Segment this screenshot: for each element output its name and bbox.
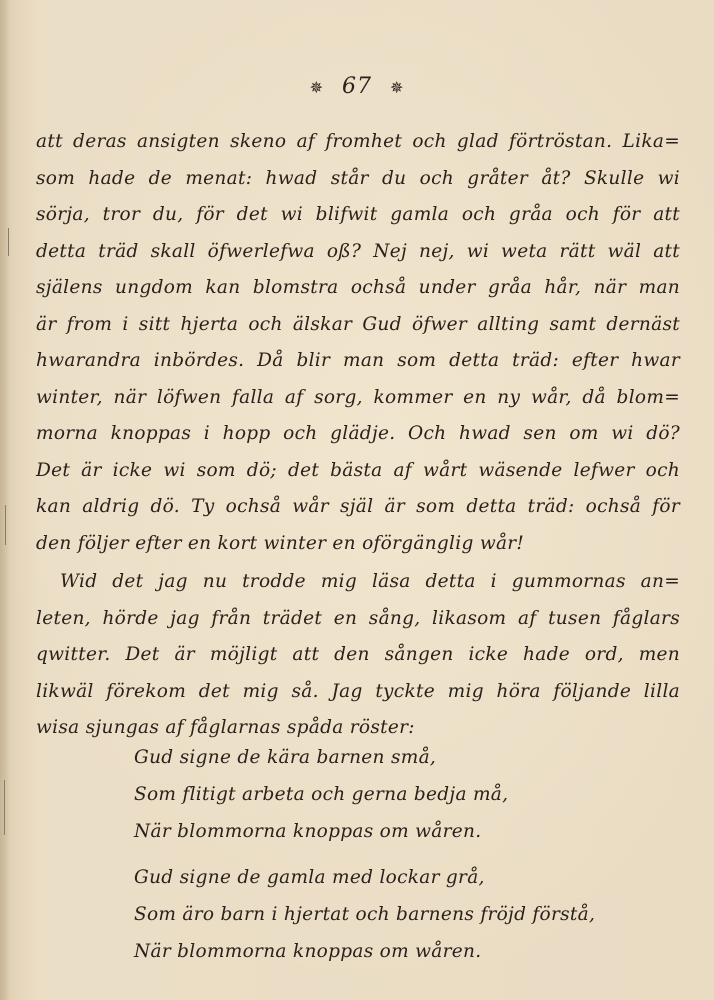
- text-line: winter, när löfwen falla af sorg, kommer en ny wår, då blom=: [36, 386, 680, 408]
- text-line: sörja, tror du, för det wi blifwit gamla och gråa och för att: [36, 204, 680, 225]
- verse-line: Som äro barn i hjertat och barnens fröjd förstå,: [134, 904, 596, 925]
- text-line: likwäl förekom det mig så. Jag tyckte mig höra följande lilla: [36, 680, 680, 702]
- page-header: [0, 74, 714, 99]
- verse-line: När blommorna knoppas om wåren.: [134, 821, 482, 842]
- text-line: är from i sitt hjerta och älskar Gud öfwer allting samt dernäst: [36, 313, 680, 335]
- ornament-right-icon: ✵: [390, 77, 405, 97]
- paragraph-2: [36, 564, 680, 747]
- margin-mark: [4, 780, 5, 835]
- verse-line: Som flitigt arbeta och gerna bedja må,: [134, 784, 509, 805]
- text-line: kan aldrig dö. Ty ochså wår själ är som detta träd: ochså för: [36, 496, 680, 517]
- text-line: qwitter. Det är möjligt att den sången icke hade ord, men: [36, 644, 680, 665]
- text-line: leten, hörde jag från trädet en sång, likasom af tusen fåglars: [36, 607, 680, 629]
- verse-line: Gud signe de gamla med lockar grå,: [134, 867, 485, 888]
- text-line: att deras ansigten skeno af fromhet och glad förtröstan. Lika=: [36, 131, 680, 152]
- verse-stanza-1: [134, 739, 694, 850]
- text-line: den följer efter en kort winter en oförgänglig wår!: [36, 532, 525, 554]
- text-line: morna knoppas i hopp och glädje. Och hwad sen om wi dö?: [36, 423, 680, 444]
- text-line: som hade de menat: hwad står du och gråter åt? Skulle wi: [36, 167, 680, 189]
- page-gutter-shadow: [0, 0, 10, 1000]
- margin-mark: [8, 228, 9, 256]
- text-line: Wid det jag nu trodde mig läsa detta i gummornas an=: [60, 571, 680, 592]
- text-line: hwarandra inbördes. Då blir man som detta träd: efter hwar: [36, 350, 680, 371]
- ornament-left-icon: ✵: [309, 77, 324, 97]
- page-number: 67: [342, 74, 372, 99]
- text-line: Det är icke wi som dö; det bästa af wårt wäsende lefwer och: [36, 459, 680, 481]
- paragraph-1: [36, 124, 680, 562]
- verse-line: Gud signe de kära barnen små,: [134, 747, 437, 768]
- text-line: detta träd skall öfwerlefwa oß? Nej nej, wi weta rätt wäl att: [36, 240, 680, 262]
- margin-mark: [5, 505, 6, 545]
- text-line: wisa sjungas af fåglarnas spåda röster:: [36, 717, 415, 738]
- text-line: själens ungdom kan blomstra ochså under gråa hår, när man: [36, 277, 680, 298]
- verse-line: När blommorna knoppas om wåren.: [134, 941, 482, 962]
- verse-stanza-2: [134, 859, 694, 970]
